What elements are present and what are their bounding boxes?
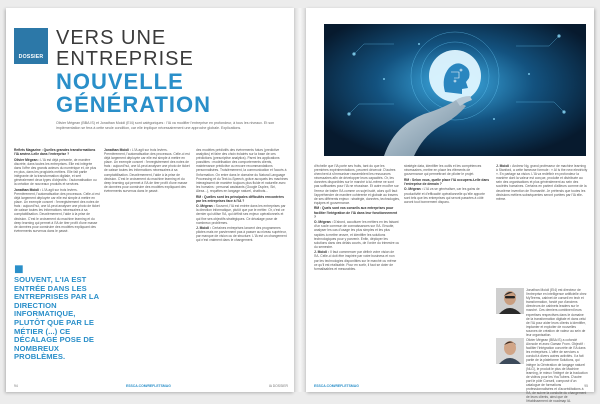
person-photo-icon (496, 338, 524, 364)
ai-head-illustration (324, 24, 586, 156)
hero-illustration (324, 24, 586, 156)
title-line: ENTREPRISE (56, 48, 194, 70)
paragraph (196, 226, 288, 242)
text-column (14, 148, 100, 260)
question-label: J. Moioli : (496, 164, 513, 168)
left-footer-side (269, 384, 288, 388)
page-number: 95 (584, 384, 588, 388)
article-intro: Olivier Mégean (BBA IS) et Jonathan Moioli (EI4) sont catégoriques : l'IA va modifier l'entreprise en profondeur, à tous les niveaux. Et son implémentation se fera à cette seule condition, car elle implique nécessairement une approche globale. Explications. (56, 121, 275, 130)
paragraph (14, 148, 100, 156)
paragraph (314, 206, 400, 218)
paragraph (196, 204, 288, 224)
dossier-tag (14, 28, 48, 64)
left-page (6, 8, 294, 392)
footer-brand: ESSCA.COM/REFLETSMAG (314, 384, 359, 388)
question-label: O. Mégean : (196, 204, 216, 209)
text-column (314, 164, 400, 380)
question-label: RM : Quels sont vos conseils aux entreprises pour faciliter l'intégration de l'IA dans leur fonctionnement ? (314, 206, 398, 219)
paragraph (14, 158, 100, 187)
portrait-jonathan (496, 288, 524, 314)
answer-text: L'IA va se généraliser, car les gains de productivité et d'efficacité opérationnelle qu'elle apporte sont tels que les entreprises qui seront passées à côté auront tout bonnement disparu. (404, 187, 485, 204)
question-label: O. Mégean : (314, 220, 334, 225)
answer-text: D'abord, acculturer les métiers en les faisant d'un socle commun de connaissances sur l'IA. Ensuite, analyser les cas d'usage les plus simples et les plus rapides à mettre œuvre, et identifier les solutions technologiques pour y parvenir. Enfin, déployer les solutions dans des délais courts, de l'ordre du trimestre ou du semestre. (314, 220, 400, 249)
answer-text: Certaines entreprises lancent des programmes pilotes mais ne parviennent pas à passer au niveau supérieur, par manque de vision ou de structure. L'IA est un changement qui n'est vraiment dans le changement. (196, 226, 287, 243)
left-footer-brand (126, 384, 171, 388)
answer-text: Andrew Ng, grand professeur de machine learning à Stanford, a cette fameuse formule : « AI is the new electricity ». En partage sa vision. L'IA va redéfinir en profondeur la manière dont la valeur est conçue, produite et distribuée au sein des organisations et plus généralement au sein des sociétés humaines. Certains en parlent d'ailleurs comme de la deuxième invention de l'humanité. Je prétends que toutes les décisions métiers subséquentes seront portées par l'IA elle-même. (496, 164, 588, 201)
left-footer (14, 384, 18, 388)
answer-text: L'IA agit sur trois leviers. Premièrement, l'automatisation des processus. Celle-ci est déjà largement déployée car elle est simple à mettre en place. Un exemple concret : l'enregistrement des notes de frais : aujourd'hui, une IA peut analyser une photo de ticket de caisse toutes les informations nécessaires à sa comptabilisation. Deuxièmement, l'aide à la prise de décision. C'est le croisement du machine learning et du deep learning qui permet à l'IA de tirer profit d'une masse de données pour construire des modèles expliquant des événements survenus dans le passé. (14, 187, 100, 233)
answer-text: L'IA agit sur trois leviers. Premièrement, l'automatisation des processus. Celle-ci est déjà largement déployée car elle est simple à mettre en place. Un exemple concret : l'enregistrement des notes de frais : aujourd'hui, une IA peut analyser une photo de ticket de caisse toutes les informations nécessaires à sa comptabilisation. Deuxièmement, l'aide à la prise de décision. C'est le croisement du machine learning et du deep learning qui permet à l'IA de tirer profit d'une masse de données pour construire des modèles expliquant des événements survenus dans le passé. (104, 148, 190, 193)
text-column (496, 164, 588, 284)
paragraph (104, 148, 190, 193)
question-label: RM : Selon vous, quelle place l'IA occupera-t-elle dans l'entreprise de demain ? (404, 177, 490, 186)
pull-quote (14, 261, 100, 374)
text-column (404, 164, 490, 380)
question-label: J. Moioli : (196, 226, 213, 231)
paragraph (404, 178, 490, 186)
paragraph (314, 164, 400, 205)
answer-text: Souvent, l'IA est entrée dans les entreprises par la direction informatique, plutôt que par le métier. Or, c'est ce dernier qui utilise l'IA, qui définit ses enjeux opérationnels et qui fixe ses objectifs stratégiques. Ce décalage pose de nombreux problèmes. (196, 204, 286, 225)
question-label: Reflets Magazine : Quelles grandes transformations l'IA amène-t-elle dans l'entreprise ? (14, 148, 96, 157)
title-highlight: GÉNÉRATION (56, 92, 212, 117)
question-label: Jonathan Moioli : (104, 148, 133, 152)
paragraph (14, 188, 100, 233)
question-label: O. Mégean : (404, 187, 424, 192)
question-label: J. Moioli : (314, 250, 331, 255)
page-gutter (294, 8, 306, 392)
bio-olivier: Olivier Mégean (BBA IS) a cofondé Aixnode et avec Gaman From. Objectif : faciliter l'intégration concrète de l'IA dans les entreprises. L'offre de services a conduit à divers autres activités. Il a fait partie de la plateforme Solutions, qui intègre la Génération de langage naturel (NLG), le produit le plus de Machine learning, le mieux l'intégré de la traduction de vidéos pour les YouTubers. D'autre part le pôle Conseil, composé d'un catalogue de formations professionnalisées et d'accréditations à l'IA, de suivre la conduite du changement de leurs clients, ainsi que de l'établissement de roadmap IA. (526, 338, 588, 404)
person-photo-icon (496, 288, 524, 314)
dossier-label: DOSSIER (18, 54, 44, 60)
paragraph (496, 164, 588, 201)
page-number: 94 (14, 384, 18, 388)
footer-brand: ESSCA.COM/REFLETSMAG (126, 384, 171, 388)
text-column (196, 148, 288, 380)
bio-jonathan: Jonathan Moioli (EI4) est directeur de l'entreprise en intelligence artificielle chez MyTeems, cabinet de conseil en tech et transformation, fondé par d'anciens directeurs de cabinets leaders sur le marché. Ces derniers combinent leurs expertises respectives dans le domaine de la transformation digitale et dans celui de l'IA pour aider leurs clients à identifier, implanter et exploiter de nouvelles sources de création de valeur au sein de leur organisation. (526, 288, 587, 338)
pull-quote-text: SOUVENT, L'IA EST ENTRÉE DANS LES ENTREPRISES PAR LA DIRECTION INFORMATIQUE, PLUTÔT QUE PAR LE MÉTIER (...) CE DÉCALAGE POSE DE NOMBREUX PROBLÈMES. (14, 275, 99, 362)
paragraph (196, 148, 288, 193)
answer-text: L'IA est déjà présente, de manière discrète, dans toutes les entreprises. Elle est intégrée dans l'offre des grands acteurs du numérique et, de plus en plus, dans les progiciels métiers. Elle fait partie intégrante de la transformation digitale, et sert généralement deux types d'objectifs : l'automatisation ou la création de nouveaux produits et services. (14, 157, 97, 187)
text-column (104, 148, 190, 380)
paragraph (404, 187, 490, 203)
paragraph (196, 195, 288, 203)
answer-text: Il faut commencer par définir votre vision de l'IA. Celle-ci doit être inspirée par votre business et non par les technologies disponibles sur le marché ou même ce qu'il est réalisable. Pour en sortir, il faut se doter de formalisables et mesurables. (314, 250, 397, 271)
portrait-olivier (496, 338, 524, 364)
footer-section: IA DOSSIER (268, 384, 288, 388)
paragraph (314, 250, 400, 270)
title-line: VERS UNE (56, 27, 167, 49)
answer-text: stratégie data, identifier les outils et les compétences nécessaires, mettre en place les éléments de gouvernance qui permettront de piloter le projet. (404, 164, 482, 177)
answer-text: d'échelle que l'IA porte ses fruits, tant du que les premières expérimentations, peuvent décevoir. D'autres cherchent à s'immuniser rassemblent les ressources nécessaires afin de développer leurs capacités. Or, les données disponibles sur le marché à lui-même ne sont pas suffisantes pour l'IA ne réussisse. Et autre mod'tre sur l'erreur de traiter l'IA comme un sujet isolé, alors qu'il faut l'appréhender de manière cohérente et globale au travers de ses différents enjeux : stratégie, données, technologies, équipes et gouvernance. (314, 164, 400, 205)
quote-mark-icon: ■ (14, 261, 24, 278)
question-label: Olivier Mégean : (14, 157, 41, 162)
paragraph (314, 220, 400, 249)
article-title (56, 28, 291, 116)
paragraph (404, 164, 490, 176)
question-label: Jonathan Moioli : (14, 187, 43, 192)
right-footer-brand (314, 384, 359, 388)
question-label: RM : Quelles sont les principales difficultés rencontrées par les entreprises face à l'IA ? (196, 194, 284, 203)
right-footer (584, 384, 588, 388)
answer-text: des modèles prédictifs des événements futurs (predictive analytics) et faire des choix éclairés sur la base de ces prédictions (prescriptive analytics). Parmi les applications possibles : modélisation des comportements clients, maintenance prédictive ou encore recommandations personnalisées. Troisièmement, la communication et l'accès à l'information. On entre dans le domaine du Natural Language Processing et du Text-to-Speech, grâce auxquels les machines interagissent de manière toujours plus fluide et naturelle avec les humains : personal assistants (Google Duplex, Siri, Alexa...), requêtes en langage naturel, chatbots... (196, 148, 288, 193)
title-highlight: NOUVELLE (56, 69, 184, 94)
right-page (306, 8, 594, 404)
